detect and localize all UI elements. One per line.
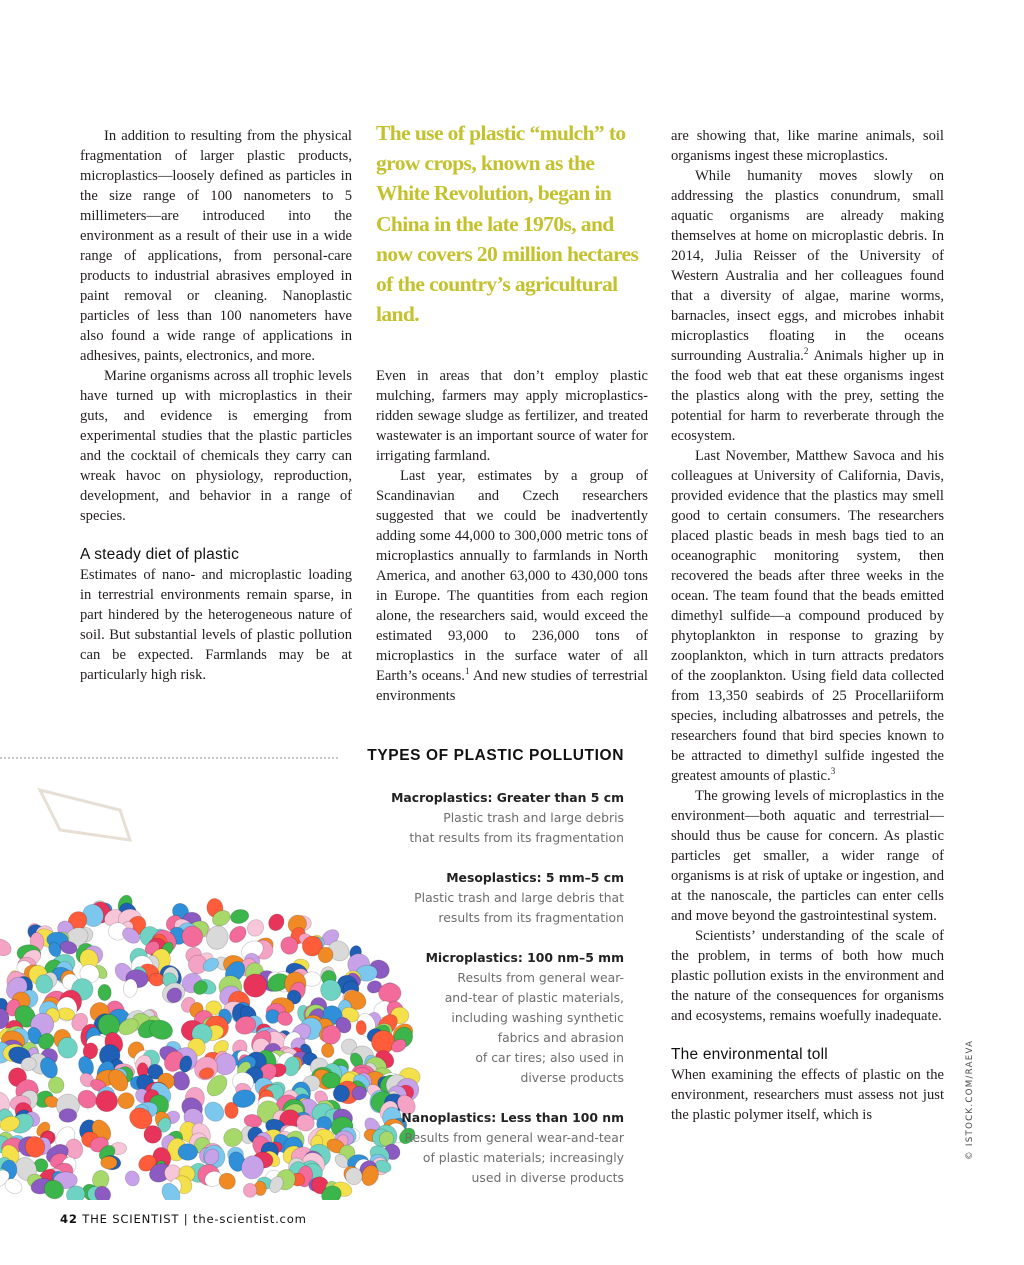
plastic-type-description: including washing synthetic [451,1010,624,1025]
plastic-pellet [149,973,164,986]
paragraph-text: Last November, Matthew Savoca and his colleagues at University of California, Davis, provided evidence that the plastics may smell good to certain consumers. The researchers placed plastic beads in mesh bags tied to an oceanographic monitoring system, then recovered the beads after three weeks in the ocean. The team found that the beads emitted dimethyl sulfide—a compound produced by phytoplankton in response to grazing by zooplankton, which in turn attracts predators of the zooplankton. Using field data collected from 13,350 seabirds of 25 Procellariiform species, including albatrosses and petrels, the researchers found that bird species known to be attracted to dimethyl sulfide ingested the greatest amounts of plastic. [671,448,944,784]
plastic-type-name: Microplastics: 100 nm–5 mm [425,950,624,965]
plastic-pellet [226,923,249,946]
pull-quote: The use of plastic “mulch” to grow crops, known as the White Revolution, began in China in the late 1970s, and now covers 20 million hectares of the country’s agricultural land. [376,121,639,327]
plastic-type-description: results from its fragmentation [438,910,624,925]
section-heading-steady-diet: A steady diet of plastic [80,546,240,563]
body-paragraph [671,166,944,446]
plastic-type-name: Nanoplastics: Less than 100 nm [401,1110,624,1125]
plastic-pellet [356,1020,367,1035]
plastic-type-description: and-tear of plastic materials, [444,990,624,1005]
plastic-type-description: Results from general wear- [457,970,624,985]
glass-beaker-outline [40,790,130,840]
plastic-pellet [98,984,111,1000]
plastic-type-description: of car tires; also used in [475,1050,624,1065]
body-paragraph: In addition to resulting from the physical fragmentation of larger plastic products, microplastics—loosely defined as particles in the size range of 100 nanometers to 5 millimeters—are introduced into the environment as a result of their use in a wide range of applications, from personal-care products to industrial abrasives employed in paint removal or cleaning. Nanoplastic particles of less than 100 nanometers have also found a wide range of applications in adhesives, paints, electronics, and more. [80,128,352,364]
plastic-type-description: used in diverse products [471,1170,624,1185]
infobox-title: TYPES OF PLASTIC POLLUTION [367,747,624,764]
plastic-type-name: Macroplastics: Greater than 5 cm [391,790,624,805]
body-paragraph: are showing that, like marine animals, soil organisms ingest these microplastics. [671,128,944,164]
plastic-pellet [0,936,14,959]
plastic-pellet [115,1090,137,1112]
website-url[interactable]: the-scientist.com [192,1212,307,1226]
footnote-ref: 3 [830,766,836,777]
plastic-pellet [101,1156,118,1169]
paragraph-text: Last year, estimates by a group of Scandinavian and Czech researchers suggested that we could be inadvertently adding some 44,000 to 300,000 metric tons of microplastics annually to farmlands in North America, and another 63,000 to 430,000 tons in Europe. The quantities from each region alone, the researchers said, would exceed the estimated 93,000 to 236,000 tons of microplastics in the surface water of all Earth’s oceans. [376,468,648,684]
plastic-type-description: Results from general wear-and-tear [404,1130,624,1145]
body-paragraph: Marine organisms across all trophic levels have turned up with microplastics in their guts, and evidence is emerging from experimental studies that the plastic particles and the cocktail of chemicals they carry can wreak havoc on physiology, reproduction, development, and behavior in a range of species. [80,368,352,524]
photo-credit: © ISTOCK.COM/RAEVA [965,1039,975,1160]
section-heading-environmental-toll: The environmental toll [671,1046,828,1063]
footnote-ref: 1 [464,666,470,677]
plastic-pellets-illustration [0,770,430,1200]
plastic-type-entry [380,948,624,1088]
paragraph-text: And new studies of terrestrial environments [376,668,648,704]
plastic-type-description: that results from its fragmentation [409,830,624,845]
plastic-type-description: Plastic trash and large debris that [414,890,624,905]
plastic-type-description: Plastic trash and large debris [443,810,624,825]
plastic-type-description: fabrics and abrasion [497,1030,624,1045]
page-number: 42 [60,1212,78,1226]
plastic-type-description: of plastic materials; increasingly [422,1150,624,1165]
footnote-ref: 2 [803,346,809,357]
body-paragraph: Scientists’ understanding of the scale of the problem, in terms of both how much plastic pollution exists in the environment and the nature of the consequences for organisms and ecosystems, remains woefully inadequate. [671,928,944,1024]
magazine-name: THE SCIENTIST [82,1212,180,1226]
body-paragraph: Even in areas that don’t employ plastic mulching, farmers may apply microplastics-ridden sewage sludge as fertilizer, and treated wastewater is an important source of water for irrigating farmland. [376,368,648,464]
plastic-type-entry [380,868,624,928]
body-paragraph: The growing levels of microplastics in the environment—both aquatic and terrestrial—should thus be cause for concern. As plastic particles get smaller, a wider range of organisms is at risk of uptake or ingestion, and at the nanoscale, the particles can enter cells and move beyond the gastrointestinal system. [671,788,944,924]
plastic-pellet [201,1098,228,1125]
plastic-type-entry [380,788,624,848]
plastic-pellet [123,1169,141,1188]
footer-separator: | [183,1212,189,1226]
plastic-pellet [229,908,250,926]
paragraph-text: Animals higher up in the food web that eat these organisms ingest the plastics along with the prey, setting the potential for harm to reverberate through the ecosystem. [671,348,944,444]
article-column-2 [376,366,648,706]
body-paragraph: When examining the effects of plastic on the environment, researchers must assess not just the plastic polymer itself, which is [671,1067,944,1123]
plastic-pellet [59,1108,77,1122]
page-footer [60,1212,307,1226]
article-column-1 [80,126,352,685]
plastic-type-entry [380,1108,624,1188]
article-column-3 [671,126,944,1125]
dotted-divider [0,757,338,759]
plastic-pellet [266,911,287,933]
plastic-type-description: diverse products [520,1070,624,1085]
plastic-pellet [321,1043,335,1059]
body-paragraph [671,446,944,786]
paragraph-text: While humanity moves slowly on addressing the plastics conundrum, small aquatic organisms are already making themselves at home on microplastic debris. In 2014, Julia Reisser of the University of Western Australia and her colleagues found that a diversity of algae, marine worms, barnacles, insect eggs, and microbes inhabit microplastics floating in the oceans surrounding Australia. [671,168,944,364]
plastic-type-name: Mesoplastics: 5 mm–5 cm [446,870,624,885]
body-paragraph: Estimates of nano- and microplastic loading in terrestrial environments remain sparse, in part hindered by the heterogeneous nature of soil. But substantial levels of plastic pollution can be expected. Farmlands may be at particularly high risk. [80,567,352,683]
plastic-pellet [220,1125,246,1151]
plastic-pellet [243,1183,256,1197]
body-paragraph [376,466,648,706]
plastic-types-infobox [380,788,624,1208]
